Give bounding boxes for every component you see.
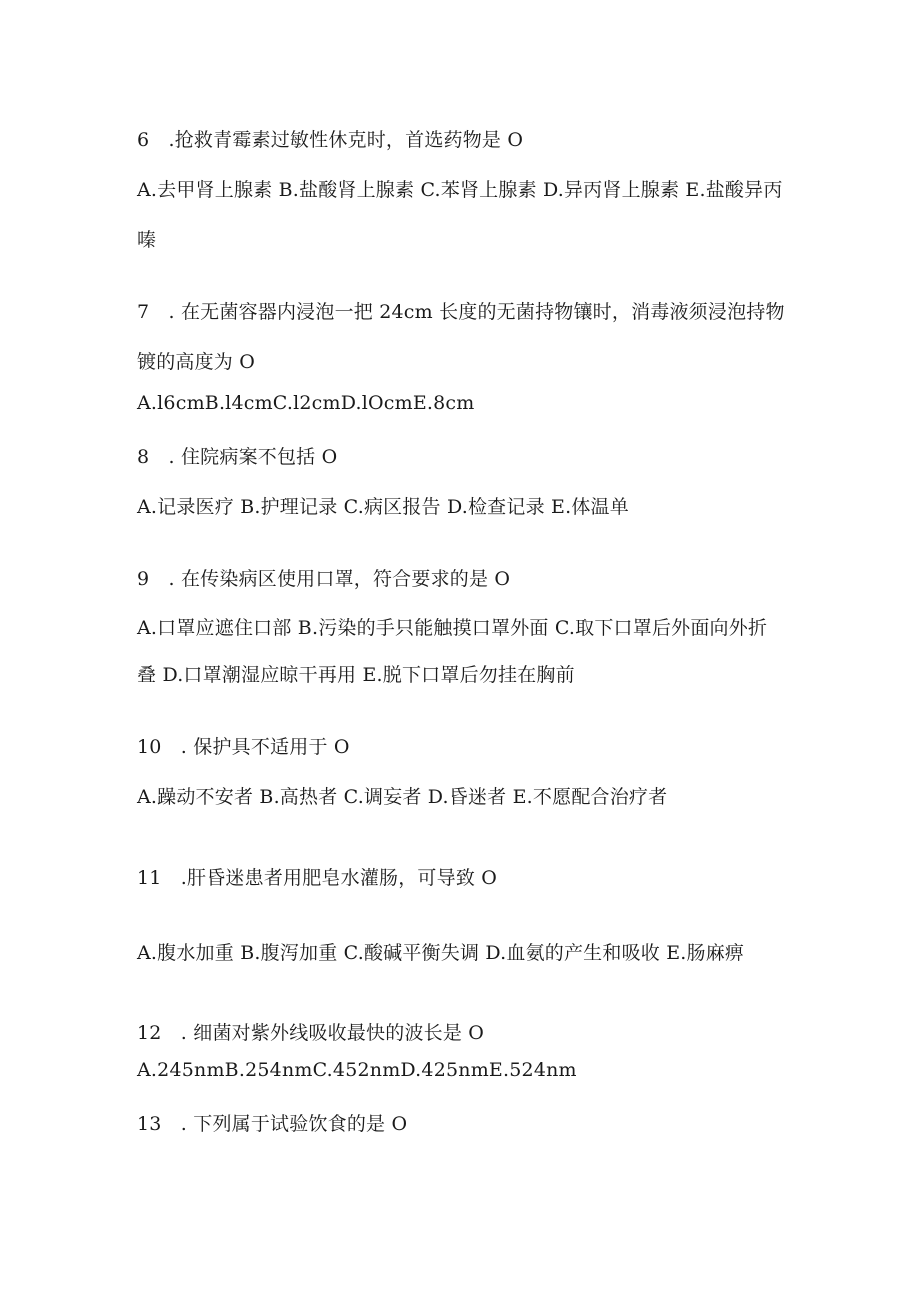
question-9-stem: 9 . 在传染病区使用口罩，符合要求的是 O	[137, 568, 511, 590]
question-7-stem: 7 . 在无菌容器内浸泡一把 24cm 长度的无菌持物镶时，消毒液须浸泡持物	[137, 301, 785, 323]
question-10-options: A.躁动不安者 B.高热者 C.调妄者 D.昏迷者 E.不愿配合治疗者	[137, 786, 668, 808]
question-8-stem: 8 . 住院病案不包括 O	[137, 446, 338, 468]
question-10-stem: 10 . 保护具不适用于 O	[137, 736, 350, 758]
question-7-stem-cont: 镀的高度为 O	[137, 351, 256, 373]
question-13-stem: 13 . 下列属于试验饮食的是 O	[137, 1113, 408, 1135]
question-12-options: A.245nmB.254nmC.452nmD.425nmE.524nm	[137, 1059, 577, 1081]
question-6-stem: 6 .抢救青霉素过敏性休克时，首选药物是 O	[137, 129, 524, 151]
question-6-options: A.去甲肾上腺素 B.盐酸肾上腺素 C.苯肾上腺素 D.异丙肾上腺素 E.盐酸异丙	[137, 179, 783, 201]
question-9-options-cont: 叠 D.口罩潮湿应晾干再用 E.脱下口罩后勿挂在胸前	[137, 664, 575, 686]
question-7-options: A.l6cmB.l4cmC.l2cmD.lOcmE.8cm	[137, 392, 475, 414]
question-8-options: A.记录医疗 B.护理记录 C.病区报告 D.检查记录 E.体温单	[137, 496, 629, 518]
question-9-options: A.口罩应遮住口部 B.污染的手只能触摸口罩外面 C.取下口罩后外面向外折	[137, 617, 768, 639]
question-11-stem: 11 .肝昏迷患者用肥皂水灌肠，可导致 O	[137, 867, 498, 889]
question-6-options-cont: 嗪	[137, 229, 157, 251]
question-12-stem: 12 . 细菌对紫外线吸收最快的波长是 O	[137, 1022, 485, 1044]
question-11-options: A.腹水加重 B.腹泻加重 C.酸碱平衡失调 D.血氨的产生和吸收 E.肠麻痹	[137, 942, 745, 964]
